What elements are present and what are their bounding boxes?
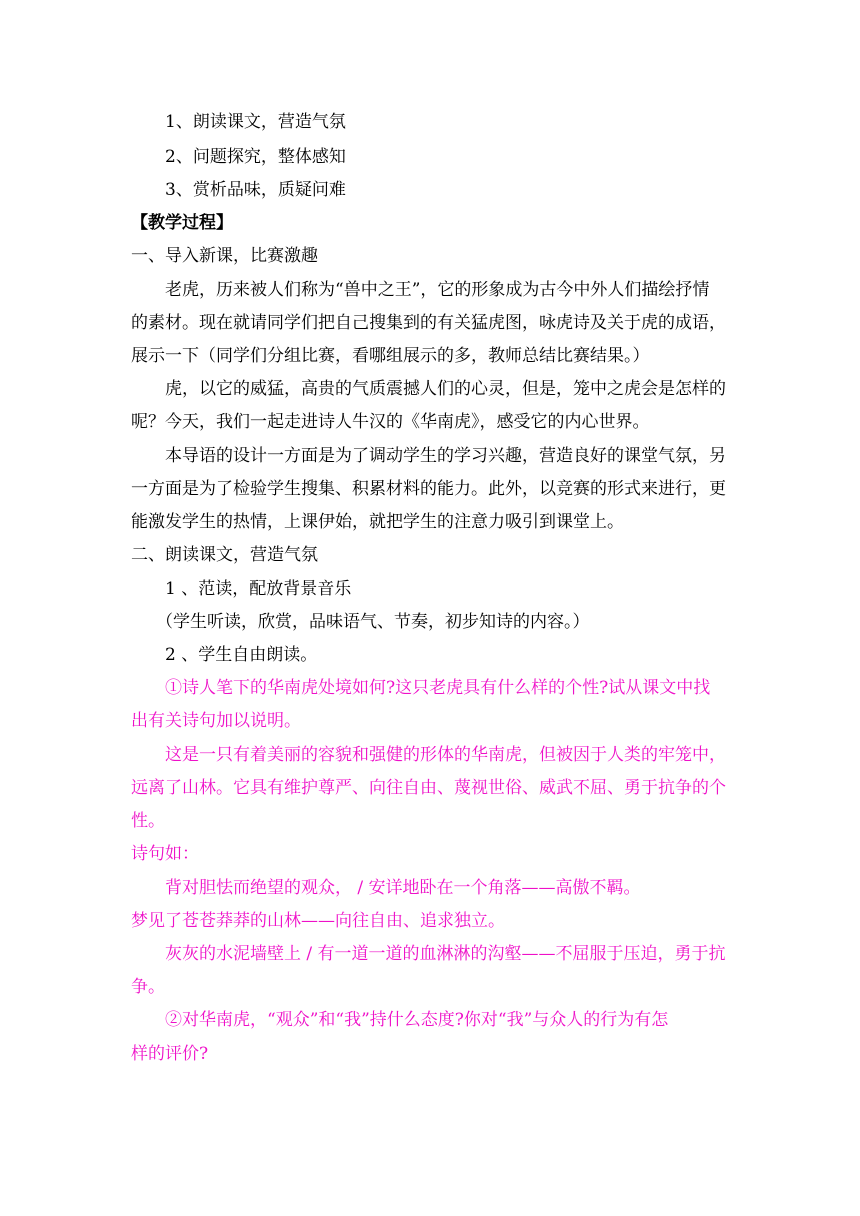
section1-p1-line2: 的素材。现在就请同学们把自己搜集到的有关猛虎图，咏虎诗及关于虎的成语， (131, 313, 726, 333)
section1-p3-line3: 能激发学生的热情，上课伊始，就把学生的注意力吸引到课堂上。 (131, 512, 624, 532)
poem-line-c2: 争。 (131, 977, 165, 997)
answer1-line2: 远离了山林。它具有维护尊严、向往自由、蔑视世俗、威武不屈、勇于抗争的个 (131, 778, 726, 798)
section2-title: 二、朗读课文，营造气氛 (131, 545, 318, 565)
section1-p3-line2: 一方面是为了检验学生搜集、积累材料的能力。此外，以竞赛的形式来进行，更 (131, 479, 726, 499)
section1-p1-line1: 老虎，历来被人们称为“兽中之王”，它的形象成为古今中外人们描绘抒情 (165, 280, 710, 300)
goal-3: 3、赏析品味，质疑问难 (165, 180, 346, 200)
poem-line-c1: 灰灰的水泥墙壁上 / 有一道一道的血淋淋的沟壑——不屈服于压迫，勇于抗 (165, 944, 726, 964)
step1-note: （学生听读，欣赏，品味语气、节奏，初步知诗的内容。） (156, 612, 590, 632)
step1: 1 、范读，配放背景音乐 (165, 579, 352, 599)
poem-line-a: 背对胆怯而绝望的观众， / 安详地卧在一个角落——高傲不羁。 (165, 878, 641, 898)
answer1-line3: 性。 (131, 811, 165, 831)
poem-line-b: 梦见了苍苍莽莽的山林——向往自由、追求独立。 (131, 911, 505, 931)
step2: 2 、学生自由朗读。 (165, 645, 318, 665)
goal-1: 1、朗读课文，营造气氛 (165, 112, 346, 132)
goal-2: 2、问题探究，整体感知 (165, 147, 346, 167)
process-heading: 【教学过程】 (131, 213, 233, 233)
section1-title: 一、导入新课，比赛激趣 (131, 246, 318, 266)
question2-line2: 样的评价? (131, 1044, 209, 1064)
question1-line1: ①诗人笔下的华南虎处境如何?这只老虎具有什么样的个性?试从课文中找 (165, 678, 711, 698)
answer1-line1: 这是一只有着美丽的容貌和强健的形体的华南虎，但被因于人类的牢笼中， (165, 745, 726, 765)
section1-p2-line1: 虎，以它的威猛，高贵的气质震撼人们的心灵，但是，笼中之虎会是怎样的 (165, 379, 726, 399)
section1-p2-line2: 呢？今天，我们一起走进诗人牛汉的《华南虎》，感受它的内心世界。 (131, 412, 650, 432)
question1-line2: 出有关诗句加以说明。 (131, 711, 301, 731)
lines-intro: 诗句如： (131, 844, 199, 864)
question2-line1: ②对华南虎，“观众”和“我”持什么态度?你对“我”与众人的行为有怎 (165, 1010, 669, 1030)
section1-p3-line1: 本导语的设计一方面是为了调动学生的学习兴趣，营造良好的课堂气氛，另 (165, 446, 726, 466)
section1-p1-line3: 展示一下（同学们分组比赛，看哪组展示的多，教师总结比赛结果。） (131, 346, 650, 366)
